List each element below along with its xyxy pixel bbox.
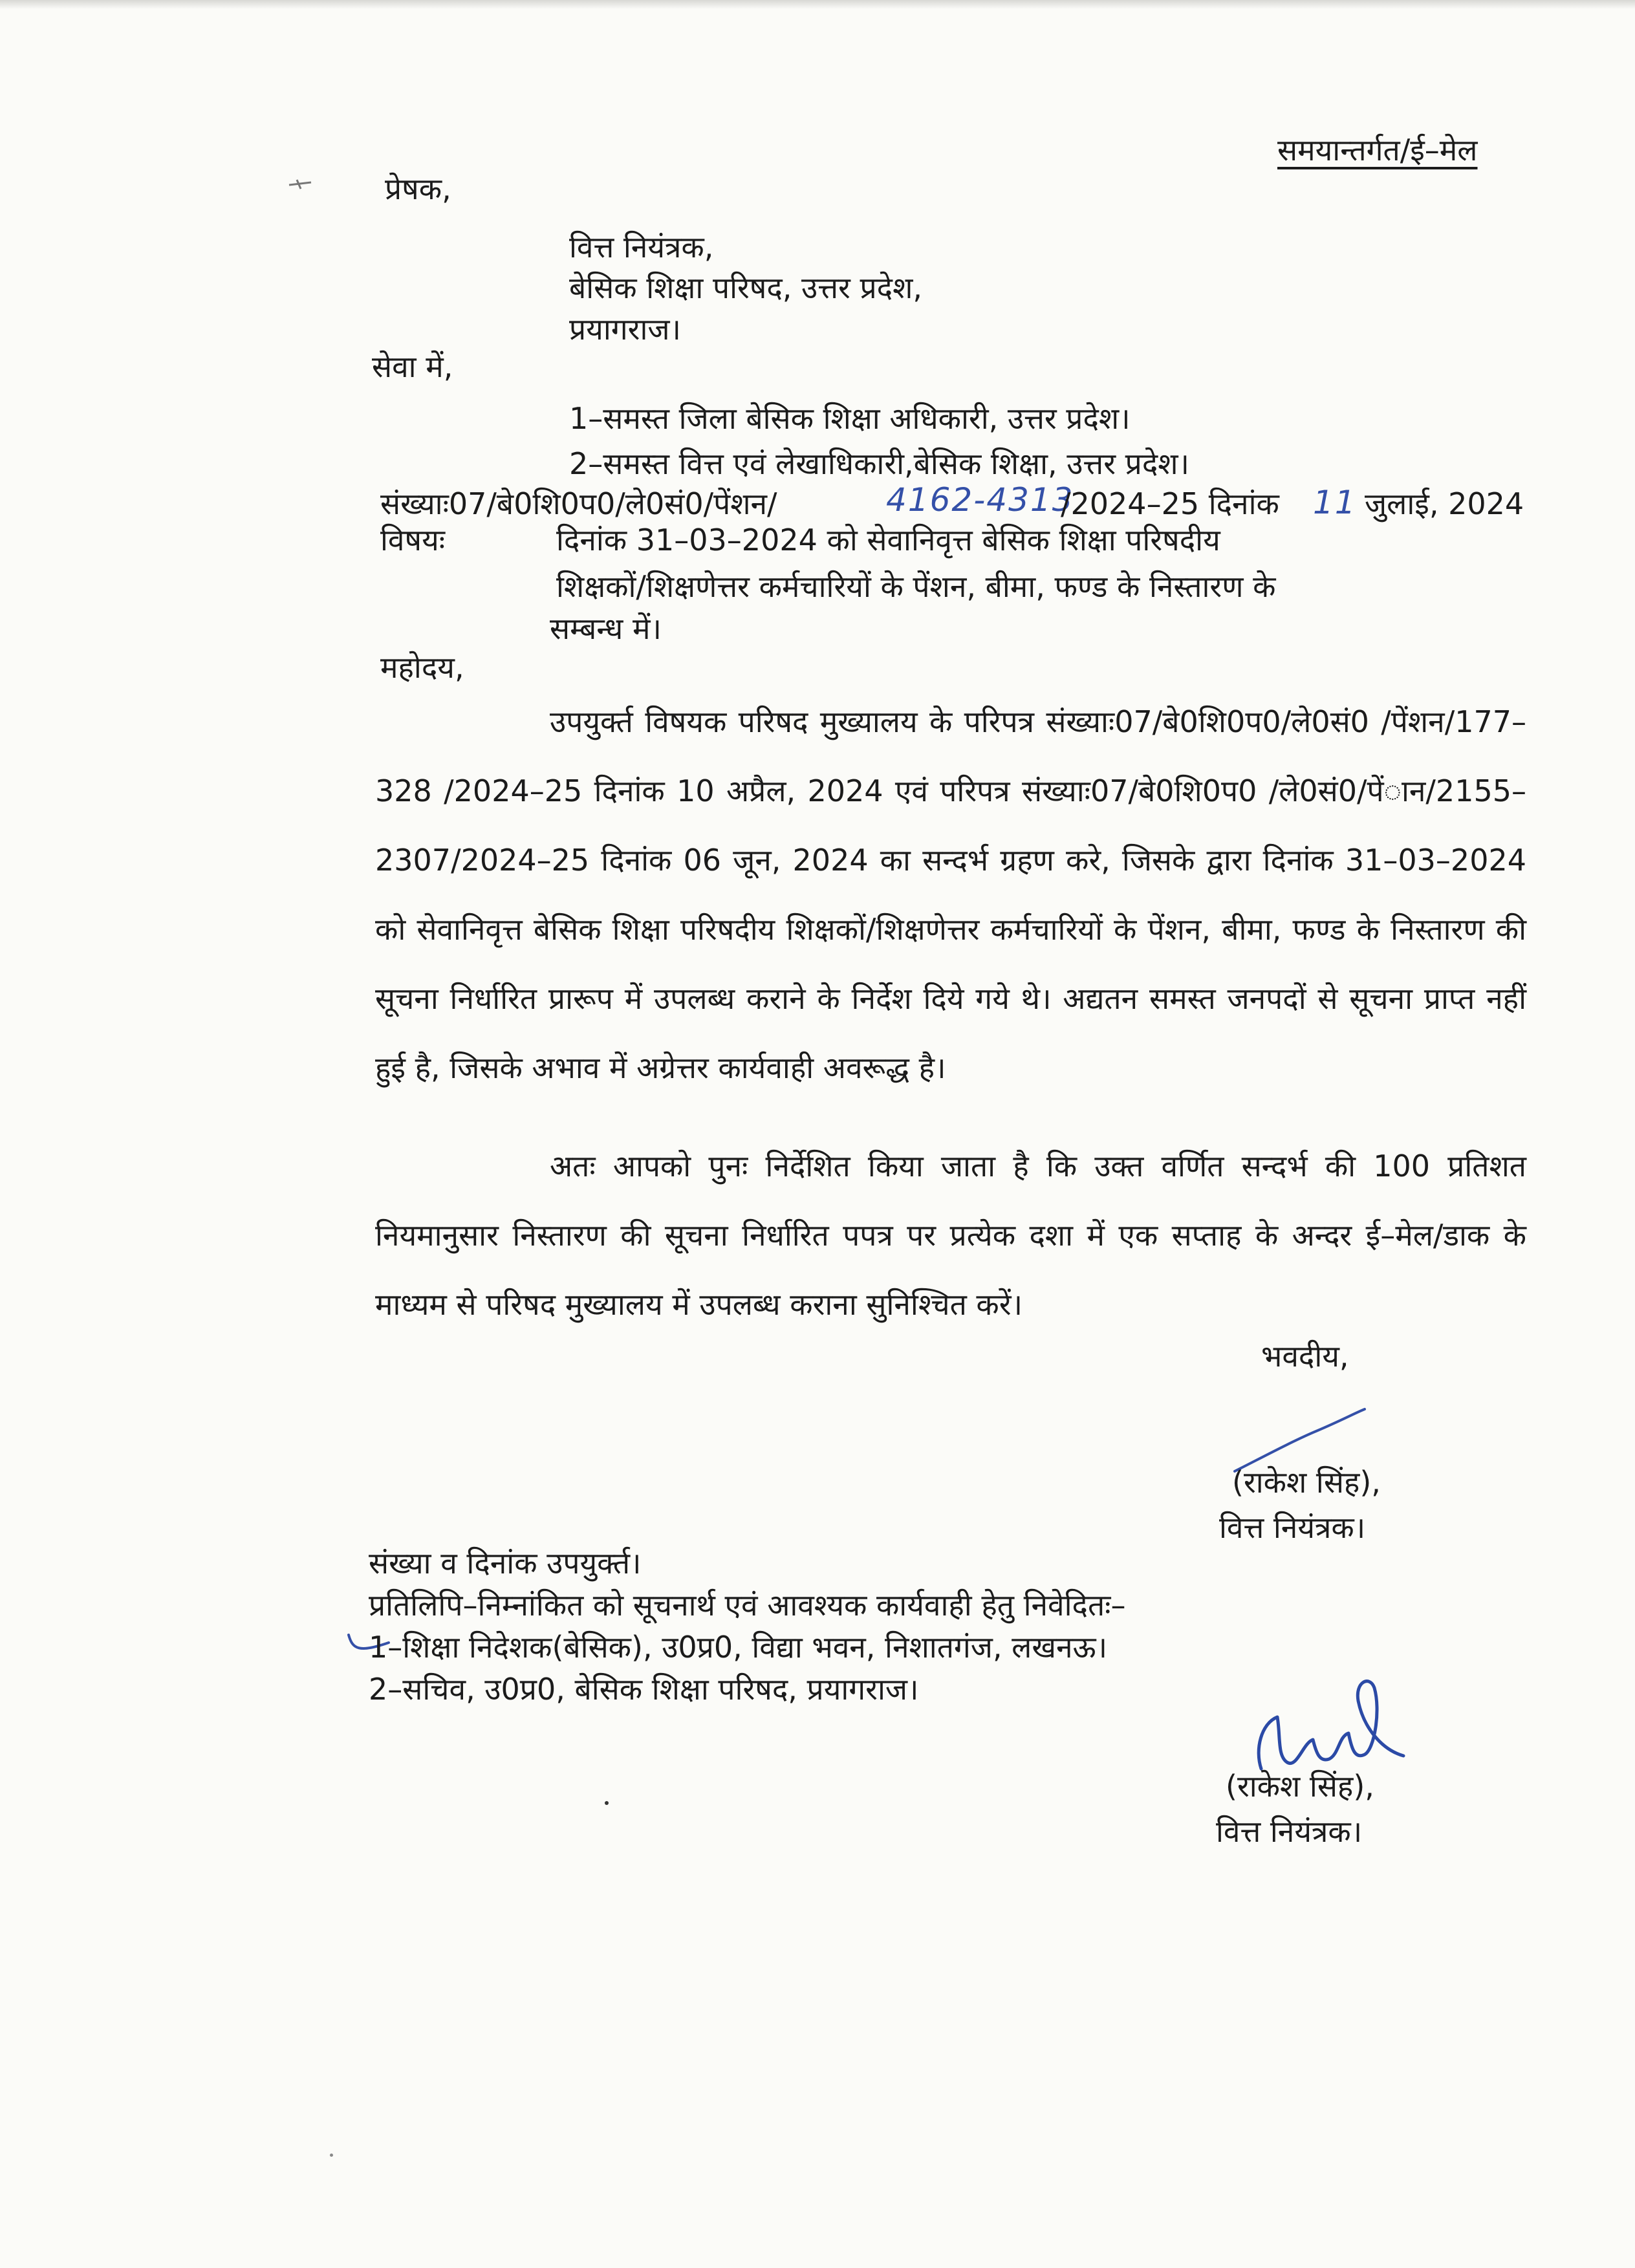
scan-dot bbox=[605, 1801, 609, 1805]
subject-line-3: सम्बन्ध में। bbox=[550, 611, 662, 646]
body-paragraph-1: उपयुर्क्त विषयक परिषद मुख्यालय के परिपत्र संख्याः07/बे0शि0प0/ले0सं0 /पेंशन/177–328 /2024–25 दिनांक 10 अप्रैल, 2024 एवं परिपत्र संख्याः07/बे0शि0प0 /ले0सं0/पेंान/2155–2307/2024–25 दिनांक 06 जून, 2024 का सन्दर्भ ग्रहण करे, जिसके द्वारा दिनांक 31–03–2024 को सेवानिवृत्त बेसिक शिक्षा परिषदीय शिक्षकों/शिक्षणेत्तर कर्मचारियों के पेंशन, बीमा, फण्ड के निस्तारण की सूचना निर्धारित प्रारूप में उपलब्ध कराने के निर्देश दिये गये थे। अद्यतन समस्त जनपदों से सूचना प्राप्त नहीं हुई है, जिसके अभाव में अग्रेत्तर कार्यवाही अवरूद्ध है। bbox=[375, 704, 1526, 1085]
handwritten-signature-icon bbox=[1242, 1672, 1410, 1782]
reference-suffix: जुलाई, 2024 bbox=[1365, 486, 1524, 521]
recipient-line-2: 2–समस्त वित्त एवं लेखाधिकारी,बेसिक शिक्षा, उत्तर प्रदेश। bbox=[569, 446, 1189, 481]
scan-dot bbox=[330, 2154, 333, 2157]
sender-line-1: वित्त नियंत्रक, bbox=[569, 230, 714, 265]
copy-intro: प्रतिलिपि–निम्नांकित को सूचनार्थ एवं आवश्यक कार्यवाही हेतु निवेदितः– bbox=[369, 1588, 1126, 1623]
copy-reference-line: संख्या व दिनांक उपयुर्क्त। bbox=[369, 1546, 642, 1581]
sender-line-2: बेसिक शिक्षा परिषद, उत्तर प्रदेश, bbox=[569, 270, 922, 305]
body-paragraph-2: अतः आपको पुनः निर्देशित किया जाता है कि उक्त वर्णित सन्दर्भ की 100 प्रतिशत नियमानुसार निस्तारण की सूचना निर्धारित पपत्र पर प्रत्येक दशा में एक सप्ताह के अन्दर ई–मेल/डाक के माध्यम से परिषद मुख्यालय में उपलब्ध कराना सुनिश्चित करें। bbox=[375, 1149, 1526, 1322]
valediction: भवदीय, bbox=[1261, 1339, 1349, 1374]
salutation: महोदय, bbox=[380, 650, 464, 685]
copy-item-1: 1–शिक्षा निदेशक(बेसिक), उ0प्र0, विद्या भवन, निशातगंज, लखनऊ। bbox=[369, 1630, 1108, 1665]
copy-signatory-name: (राकेश सिंह), bbox=[1226, 1769, 1374, 1804]
scan-edge-shadow bbox=[0, 0, 1635, 9]
handwritten-reference-number: 4162-4313 bbox=[886, 481, 1074, 519]
subject-label: विषयः bbox=[380, 523, 446, 557]
copy-signatory-title: वित्त नियंत्रक। bbox=[1216, 1814, 1363, 1849]
sender-line-3: प्रयागराज। bbox=[569, 312, 681, 347]
subject-line-2: शिक्षकों/शिक्षणेत्तर कर्मचारियों के पेंशन, बीमा, फण्ड के निस्तारण के bbox=[556, 569, 1276, 604]
signatory-name: (राकेश सिंह), bbox=[1232, 1465, 1381, 1500]
signatory-title: वित्त नियंत्रक। bbox=[1219, 1510, 1366, 1545]
reference-middle: /2024–25 दिनांक bbox=[1061, 486, 1279, 521]
scan-mark-icon bbox=[288, 176, 314, 191]
handwritten-day: 11 bbox=[1313, 484, 1357, 521]
dispatch-mode: समयान्तर्गत/ई–मेल bbox=[1277, 133, 1478, 167]
subject-line-1: दिनांक 31–03–2024 को सेवानिवृत्त बेसिक शिक्षा परिषदीय bbox=[556, 523, 1220, 557]
copy-item-2: 2–सचिव, उ0प्र0, बेसिक शिक्षा परिषद, प्रयागराज। bbox=[369, 1672, 919, 1707]
recipient-line-1: 1–समस्त जिला बेसिक शिक्षा अधिकारी, उत्तर प्रदेश। bbox=[569, 401, 1131, 436]
reference-prefix: संख्याः07/बे0शि0प0/ले0सं0/पेंशन/ bbox=[380, 486, 777, 521]
recipient-label: सेवा में, bbox=[372, 349, 453, 384]
sender-label: प्रेषक, bbox=[385, 171, 451, 206]
